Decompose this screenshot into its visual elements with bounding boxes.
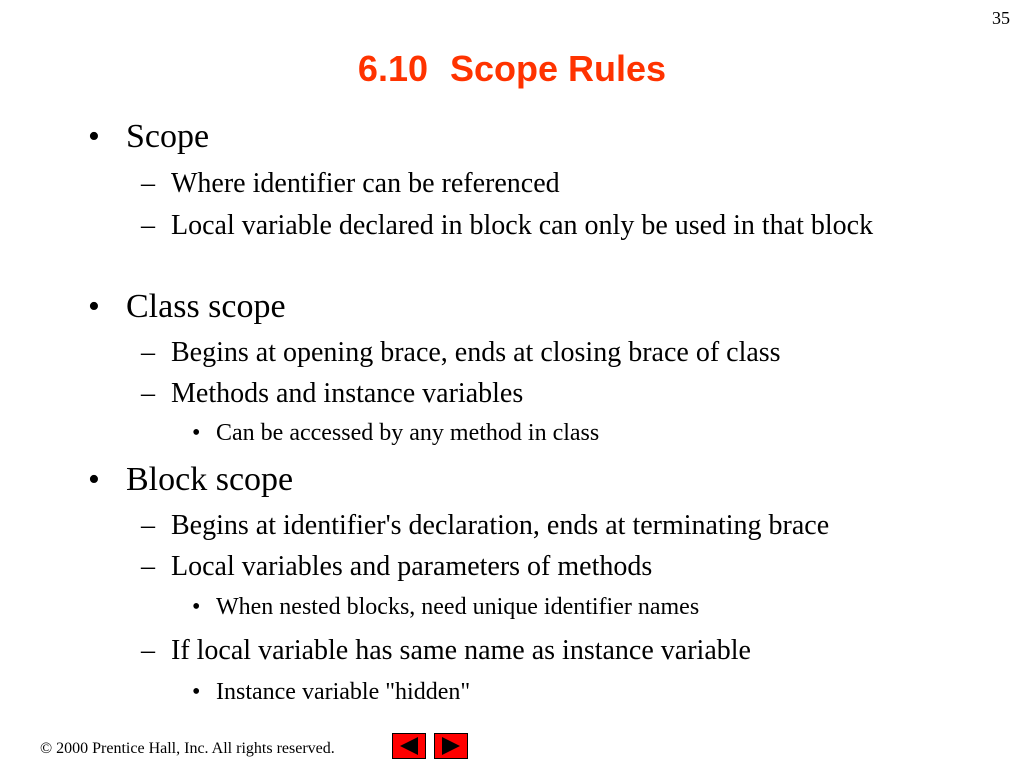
sub-bullet-text: Begins at identifier's declaration, ends at terminating brace <box>171 510 830 541</box>
bullet-block-scope <box>88 460 294 500</box>
bullet-marker: • <box>192 420 201 446</box>
sub-bullet-methods-instance-variables <box>141 377 921 410</box>
bullet-marker: • <box>88 461 100 498</box>
dash-marker: – <box>141 337 155 368</box>
sub-sub-bullet-nested-blocks <box>192 593 700 621</box>
sub-bullet-where-referenced <box>141 167 921 200</box>
sub-bullet-opening-brace <box>141 336 921 369</box>
sub-bullet-text: Local variables and parameters of methods <box>171 551 653 582</box>
bullet-marker: • <box>88 288 100 325</box>
sub-sub-bullet-accessed-by-any-method <box>192 419 600 447</box>
sub-sub-bullet-text: When nested blocks, need unique identifier names <box>216 594 700 620</box>
dash-marker: – <box>141 378 155 409</box>
copyright-symbol: © <box>40 740 53 757</box>
bullet-text: Block scope <box>126 461 294 498</box>
title-text: Scope Rules <box>450 48 667 89</box>
sub-bullet-text: Local variable declared in block can only be used in that block <box>171 210 874 241</box>
previous-slide-button[interactable] <box>392 733 426 759</box>
sub-sub-bullet-text: Can be accessed by any method in class <box>216 420 600 446</box>
dash-marker: – <box>141 510 155 541</box>
bullet-marker: • <box>192 594 201 620</box>
bullet-marker: • <box>88 118 100 155</box>
bullet-text: Class scope <box>126 288 286 325</box>
sub-bullet-identifier-declaration <box>141 509 921 542</box>
dash-marker: – <box>141 635 155 666</box>
dash-marker: – <box>141 551 155 582</box>
copyright-footer <box>40 740 335 758</box>
bullet-text: Scope <box>126 118 210 155</box>
sub-bullet-text: Methods and instance variables <box>171 378 524 409</box>
bullet-marker: • <box>192 679 201 705</box>
sub-bullet-same-name-as-instance <box>141 634 921 667</box>
sub-sub-bullet-instance-variable-hidden <box>192 678 471 706</box>
dash-marker: – <box>141 168 155 199</box>
slide-title <box>0 48 1024 90</box>
next-slide-button[interactable] <box>434 733 468 759</box>
left-arrow-icon <box>393 734 425 758</box>
bullet-scope <box>88 117 210 157</box>
copyright-text: 2000 Prentice Hall, Inc. All rights reserved. <box>56 740 335 757</box>
sub-bullet-local-variable-block <box>141 209 921 242</box>
sub-sub-bullet-text: Instance variable "hidden" <box>216 679 471 705</box>
sub-bullet-text: Where identifier can be referenced <box>171 168 560 199</box>
sub-bullet-text: If local variable has same name as instance variable <box>171 635 751 666</box>
dash-marker: – <box>141 210 155 241</box>
right-arrow-icon <box>435 734 467 758</box>
section-number: 6.10 <box>357 48 428 89</box>
sub-bullet-local-variables-parameters <box>141 550 921 583</box>
page-number: 35 <box>992 8 1010 28</box>
bullet-class-scope <box>88 287 286 327</box>
sub-bullet-text: Begins at opening brace, ends at closing brace of class <box>171 337 781 368</box>
